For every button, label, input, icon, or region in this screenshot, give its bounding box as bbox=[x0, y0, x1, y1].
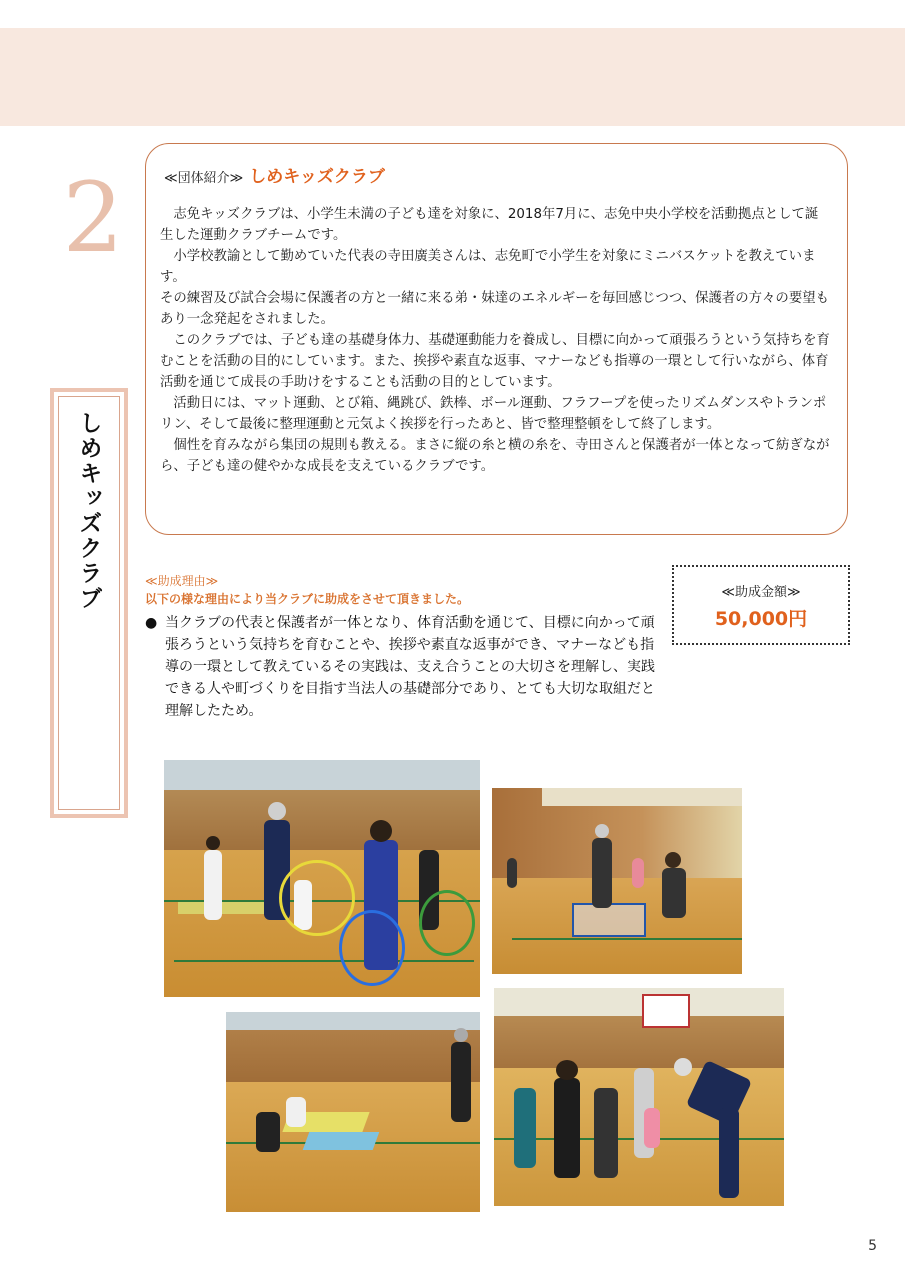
reason-lead: 以下の様な理由により当クラブに助成をさせて頂きました。 bbox=[145, 592, 470, 606]
reason-text: 当クラブの代表と保護者が一体となり、体育活動を通じて、目標に向かって頑張ろうという気持ちを育むことや、挨拶や素直な返事ができ、マナーなども指導の一環として教えているその実践は、支え合うことの大切さを理解し、実践できる人や町づくりを目指す当法人の基礎部分であり、とても大切な取組だと理解したため。 bbox=[165, 615, 655, 719]
section-number: 2 bbox=[62, 162, 124, 274]
intro-paragraph: その練習及び試合会場に保護者の方と一緒に来る弟・妹達のエネルギーを毎回感じつつ、保護者の方々の要望もあり一念発起をされました。 bbox=[160, 291, 829, 327]
photo-trampoline bbox=[492, 788, 742, 974]
intro-club-name: しめキッズクラブ bbox=[249, 167, 385, 187]
side-title-frame bbox=[50, 388, 128, 818]
grant-amount: 50,000円 bbox=[714, 608, 808, 630]
photo-mat-exercise bbox=[226, 1012, 480, 1212]
intro-heading bbox=[164, 162, 385, 187]
intro-body bbox=[160, 204, 830, 477]
side-title: しめキッズクラブ bbox=[75, 411, 102, 611]
side-title-inner-border bbox=[58, 396, 120, 810]
intro-paragraph: 志免キッズクラブは、小学生未満の子ども達を対象に、2018年7月に、志免中央小学校を活動拠点として誕生した運動クラブチームです。 bbox=[160, 207, 819, 243]
grant-label: ≪助成金額≫ bbox=[721, 585, 801, 600]
page-number: 5 bbox=[868, 1238, 877, 1254]
reason-section bbox=[145, 572, 665, 722]
photo-hula-hoop-kids bbox=[164, 760, 480, 997]
grant-box bbox=[672, 565, 850, 645]
intro-paragraph: このクラブでは、子ども達の基礎身体力、基礎運動能力を養成し、目標に向かって頑張ろうという気持ちを育むことを活動の目的にしています。また、挨拶や素直な返事、マナーなども指導の一環として行いながら、体育活動を通じて成長の手助けをすることも活動の目的としています。 bbox=[160, 333, 830, 390]
intro-heading-label: ≪団体紹介≫ bbox=[164, 171, 244, 186]
header-band bbox=[0, 28, 905, 126]
reason-label: ≪助成理由≫ bbox=[145, 574, 219, 588]
photo-ball-play bbox=[494, 988, 784, 1206]
intro-paragraph: 小学校教諭として勤めていた代表の寺田廣美さんは、志免町で小学生を対象にミニバスケットを教えています。 bbox=[160, 249, 816, 285]
intro-paragraph: 個性を育みながら集団の規則も教える。まさに縦の糸と横の糸を、寺田さんと保護者が一体となって紡ぎながら、子ども達の健やかな成長を支えているクラブです。 bbox=[160, 438, 830, 474]
intro-paragraph: 活動日には、マット運動、とび箱、縄跳び、鉄棒、ボール運動、フラフープを使ったリズムダンスやトランポリン、そして最後に整理運動と元気よく挨拶を行ったあと、皆で整理整頓をして終了します。 bbox=[160, 396, 827, 432]
reason-text-block bbox=[145, 612, 665, 722]
intro-box bbox=[145, 143, 848, 535]
bullet-icon: ● bbox=[145, 615, 158, 631]
